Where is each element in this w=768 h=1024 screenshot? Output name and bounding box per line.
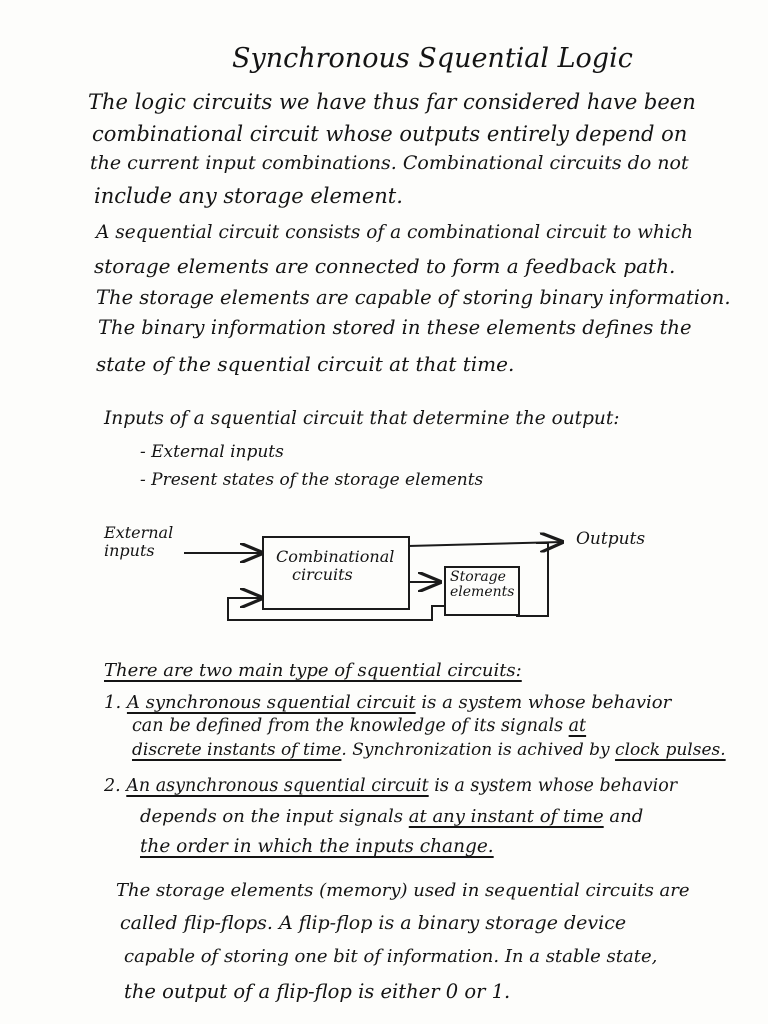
- asynchronous-term: An asynchronous squential circuit: [126, 776, 429, 796]
- definition-line: storage elements are connected to form a feedback path.: [94, 254, 676, 278]
- flipflop-line: The storage elements (memory) used in sequential circuits are: [116, 880, 690, 901]
- definition-line: The binary information stored in these elements defines the: [98, 316, 692, 339]
- external-inputs-label: External inputs: [104, 523, 174, 560]
- type-item-1-line: discrete instants of time. Synchronization is achived by clock pulses.: [132, 740, 726, 760]
- intro-line: combinational circuit whose outputs entirely depend on: [92, 122, 688, 146]
- inputs-item: - External inputs: [140, 442, 284, 462]
- definition-line: The storage elements are capable of storing binary information.: [96, 286, 731, 309]
- intro-line: The logic circuits we have thus far considered have been: [88, 90, 696, 114]
- flipflop-line: the output of a flip-flop is either 0 or 1.: [124, 980, 511, 1003]
- type-item-2-line: depends on the input signals at any instant of time and: [140, 806, 644, 827]
- definition-line: A sequential circuit consists of a combinational circuit to which: [96, 222, 694, 243]
- intro-line: include any storage element.: [94, 184, 403, 208]
- synchronous-term: A synchronous squential circuit: [126, 692, 416, 713]
- flipflop-line: capable of storing one bit of information. In a stable state,: [124, 946, 658, 967]
- definition-line: state of the squential circuit at that time.: [96, 352, 515, 376]
- type-item-2: 2. An asynchronous squential circuit is a system whose behavior: [104, 776, 678, 796]
- type-item-1-line: can be defined from the knowledge of its signals at: [132, 716, 587, 736]
- inputs-item: - Present states of the storage elements: [140, 470, 484, 490]
- combinational-label: Combinational circuits: [276, 547, 395, 584]
- type-item-1: 1. A synchronous squential circuit is a system whose behavior: [104, 692, 672, 713]
- intro-line: the current input combinations. Combinational circuits do not: [90, 152, 689, 174]
- type-item-2-line: the order in which the inputs change.: [140, 836, 494, 857]
- flipflop-line: called flip-flops. A flip-flop is a binary storage device: [120, 912, 627, 934]
- types-heading: There are two main type of squential circuits:: [104, 660, 522, 681]
- page-title: Synchronous Squential Logic: [232, 43, 633, 74]
- storage-label: Storage elements: [450, 569, 515, 601]
- outputs-label: Outputs: [576, 529, 646, 549]
- inputs-heading: Inputs of a squential circuit that determine the output:: [104, 408, 620, 429]
